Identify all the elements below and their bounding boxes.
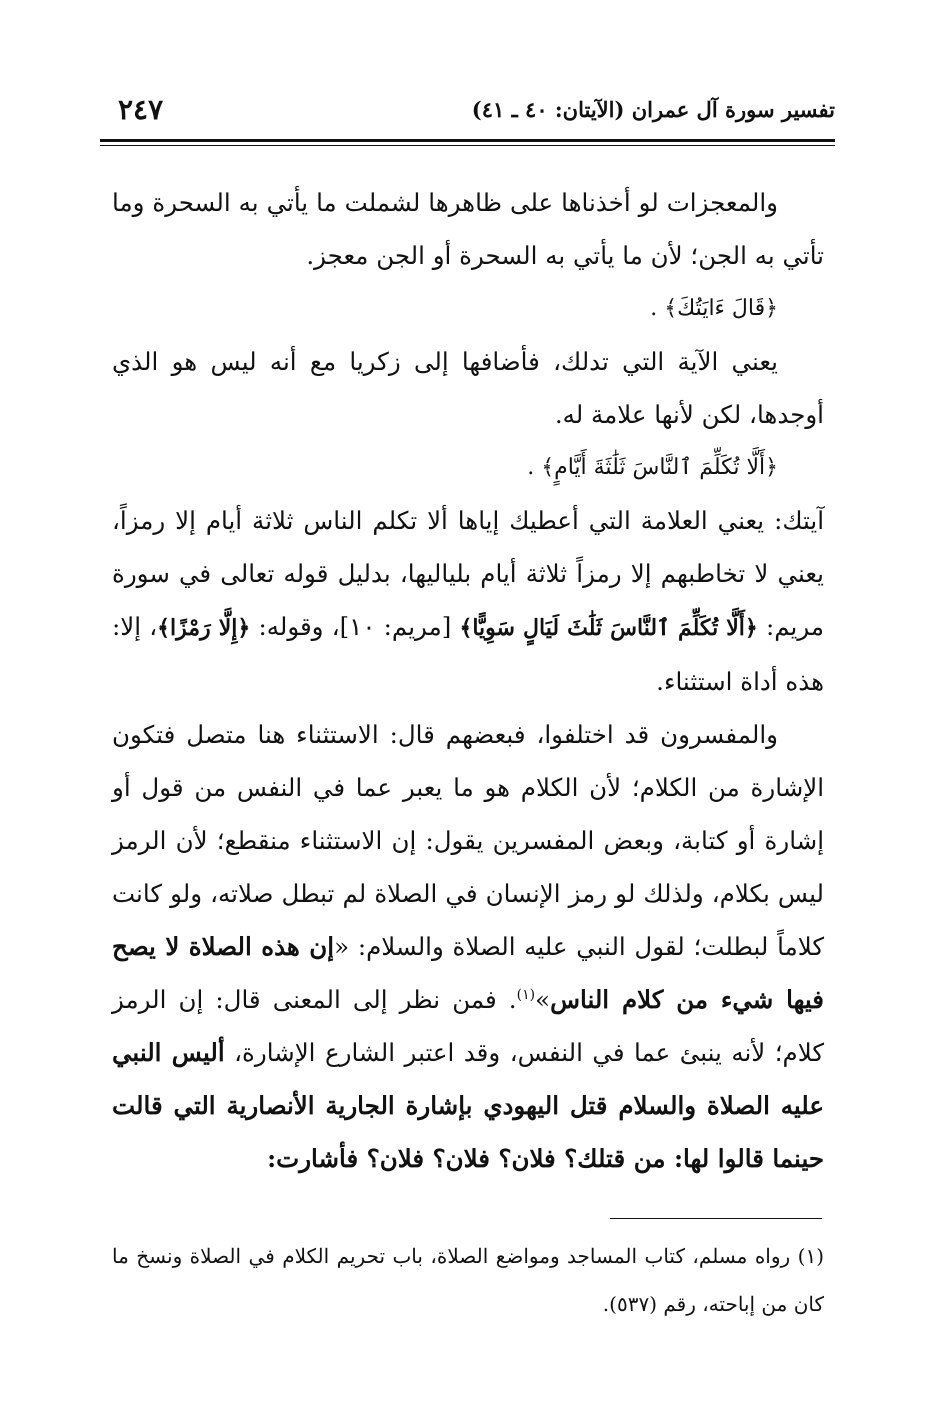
paragraph-4 (112, 708, 824, 1185)
header-title: تفسير سورة آل عمران (الآيتان: ٤٠ ـ ٤١) (471, 97, 835, 122)
paragraph-4-text-c: . فمن نظر إلى المعنى قال: إن الرمز كلام؛ لأنه ينبئ عما في النفس، وقد اعتبر الشارع الإشارة، (112, 985, 824, 1067)
paragraph-4-text-a: والمفسرون قد اختلفوا، فبعضهم قال: الاستثناء هنا متصل فتكون الإشارة من الكلام؛ لأن الكلام هو ما يعبر عما في النفس من قول أو إشارة أو كتابة، وبعض المفسرين يقول: إن الاستثناء منقطع؛ لأن الرمز ليس بكلام، ولذلك لو رمز الإنسان في الصلاة لم تبطل صلاته، ولو كانت كلاماً لبطلت؛ لقول النبي عليه الصلاة والسلام: « (112, 720, 824, 961)
paragraph-3 (112, 494, 824, 708)
paragraph-3-text-c: ، إلا: هذه أداة استثناء. (112, 612, 824, 696)
header-rule-thin (100, 145, 835, 146)
footnote-separator (610, 1218, 822, 1219)
paragraph-2: يعني الآية التي تدلك، فأضافها إلى زكريا مع أنه ليس هو الذي أوجدها، لكن لأنها علامة له. (112, 347, 824, 429)
quran-quote-1: ﴿قَالَ ءَايَتُكَ﴾ . (650, 296, 778, 321)
paragraph-3-text-a: آيتك: يعني العلامة التي أعطيك إياها ألا تكلم الناس ثلاثة أيام إلا رمزاً، يعني لا تخاطبهم إلا رمزاً ثلاثة أيام بلياليها، بدليل قوله تعالى في سورة مريم: (112, 506, 825, 641)
page-number: ٢٤٧ (118, 93, 164, 126)
running-header (100, 93, 835, 137)
footnote-reference: (١) (516, 986, 536, 1003)
paragraph-4-bold-text: أليس النبي عليه الصلاة والسلام قتل اليهودي بإشارة الجارية الأنصارية التي قالت حينما قالوا لها: من قتلك؟ فلان؟ فلان؟ فلان؟ فأشارت: (112, 1038, 824, 1173)
footnote (112, 1232, 824, 1328)
footnote-1 (112, 1232, 824, 1328)
paragraph-3-text-b: [مريم: ١٠]، وقوله: (250, 612, 460, 641)
quran-quote-3: ﴿أَلَّا تُكَلِّمَ ٱلنَّاسَ ثَلَٰثَ لَيَالٍ سَوِيًّا﴾ (459, 615, 758, 641)
footnote-text: رواه مسلم، كتاب المساجد ومواضع الصلاة، باب تحريم الكلام في الصلاة ونسخ ما كان من إباحته، رقم (٥٣٧). (112, 1244, 824, 1316)
hadith-text: إن هذه الصلاة لا يصح فيها شيء من كلام الناس (112, 932, 824, 1014)
paragraph-4-quote-close: » (535, 985, 551, 1014)
quran-quote-4: ﴿إِلَّا رَمْزًا﴾ (157, 615, 251, 641)
main-text (112, 176, 824, 1185)
quran-quote-2: ﴿أَلَّا تُكَلِّمَ ٱلنَّاسَ ثَلَٰثَةَ أَيَّامٍ﴾ . (527, 455, 778, 480)
header-rule-thick (100, 139, 835, 142)
footnote-marker: (١) (797, 1244, 824, 1268)
paragraph-1: والمعجزات لو أخذناها على ظاهرها لشملت ما يأتي به السحرة وما تأتي به الجن؛ لأن ما يأتي به السحرة أو الجن معجز. (112, 188, 824, 270)
